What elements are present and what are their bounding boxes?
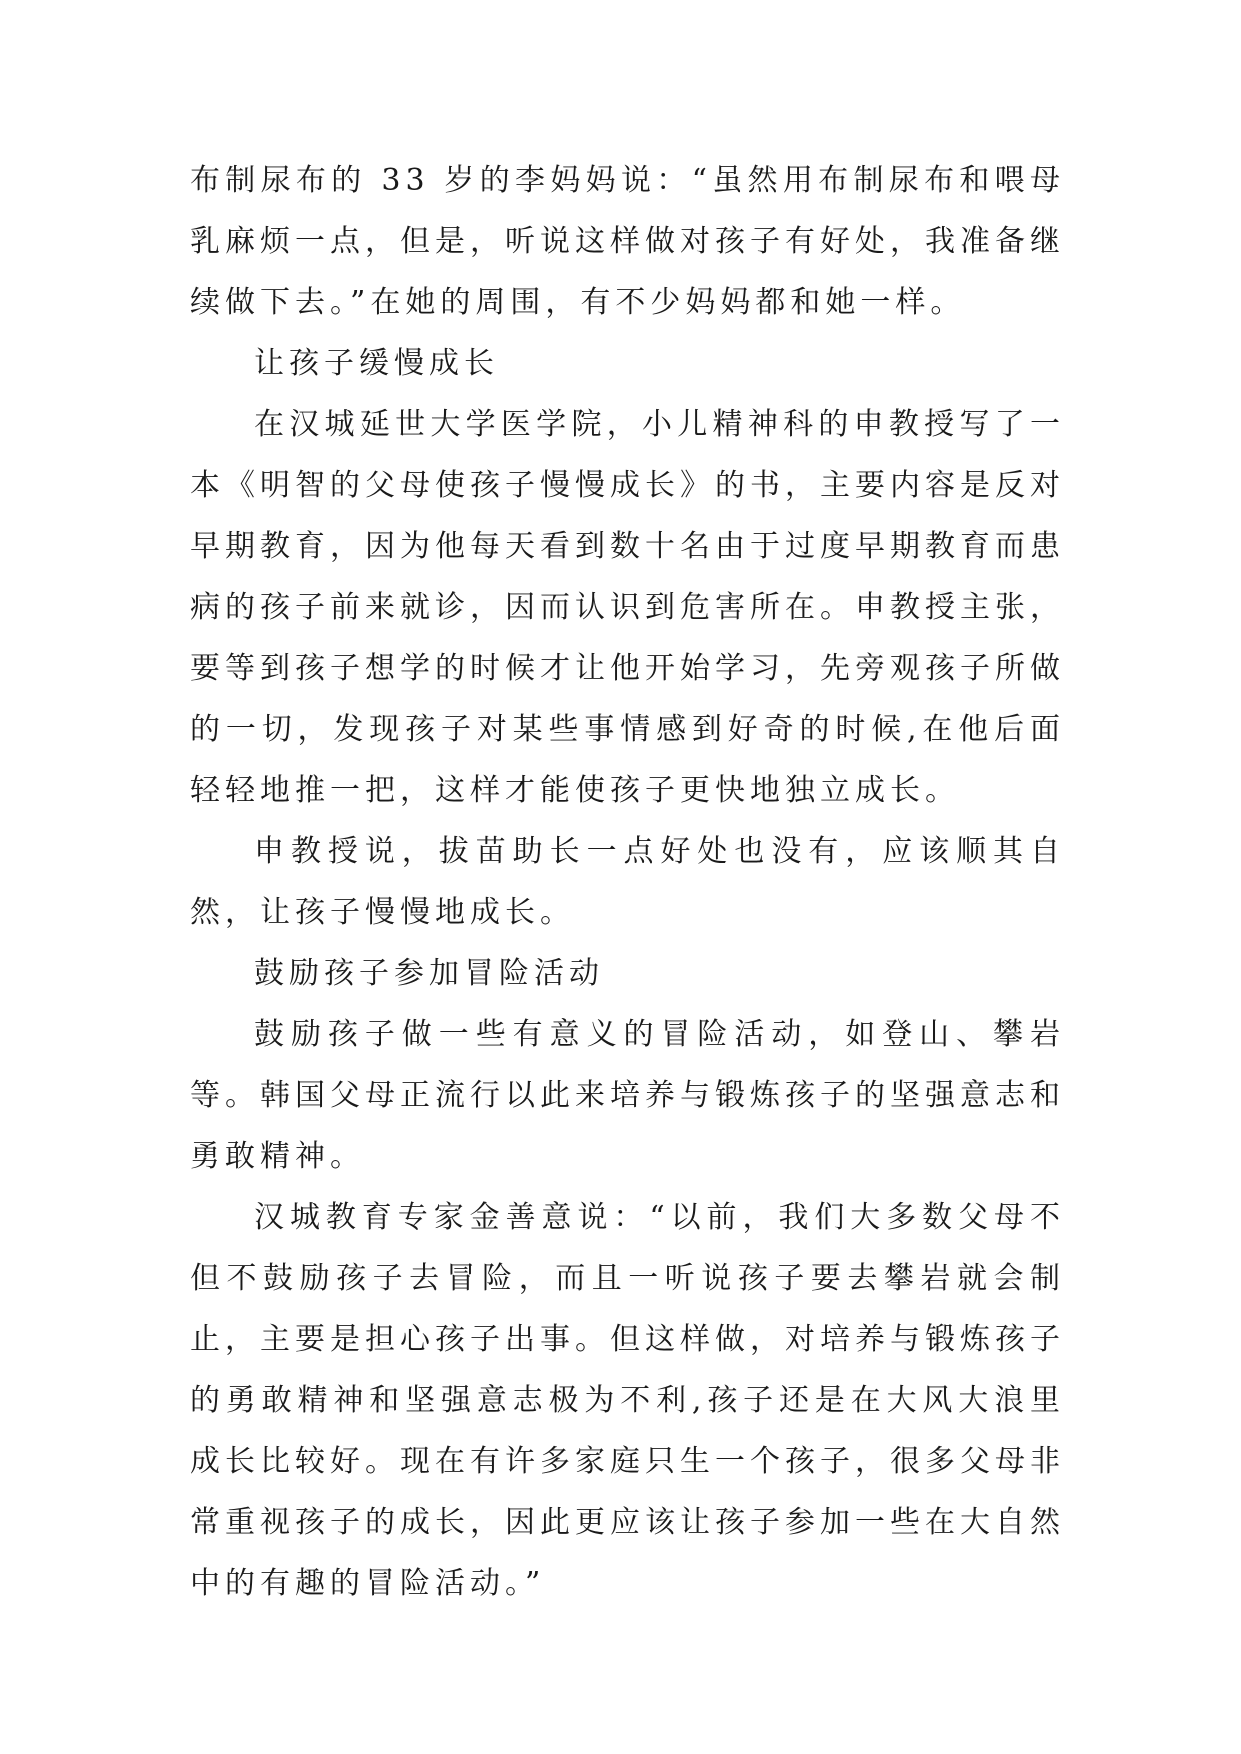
paragraph-expert-quote: 汉城教育专家金善意说：“以前，我们大多数父母不但不鼓励孩子去冒险，而且一听说孩子要去攀岩就会制止，主要是担心孩子出事。但这样做，对培养与锻炼孩子的勇敢精神和坚强意志极为不利,孩子还是在大风大浪里成长比较好。现在有许多家庭只生一个孩子，很多父母非常重视孩子的成长，因此更应该让孩子参加一些在大自然中的有趣的冒险活动。”	[190, 1200, 1065, 1601]
paragraph-professor-shen-book: 在汉城延世大学医学院，小儿精神科的申教授写了一本《明智的父母使孩子慢慢成长》的书，主要内容是反对早期教育，因为他每天看到数十名由于过度早期教育而患病的孩子前来就诊，因而认识到危害所在。申教授主张，要等到孩子想学的时候才让他开始学习，先旁观孩子所做的一切，发现孩子对某些事情感到好奇的时候,在他后面轻轻地推一把，这样才能使孩子更快地独立成长。	[190, 407, 1065, 808]
document-body	[190, 150, 1065, 1614]
paragraph-li-mama-quote: 布制尿布的 33 岁的李妈妈说：“虽然用布制尿布和喂母乳麻烦一点，但是，听说这样做对孩子有好处，我准备继续做下去。”在她的周围，有不少妈妈都和她一样。	[190, 163, 1065, 320]
section-heading-adventure: 鼓励孩子参加冒险活动	[254, 956, 604, 991]
paragraph-encourage-adventure: 鼓励孩子做一些有意义的冒险活动，如登山、攀岩等。韩国父母正流行以此来培养与锻炼孩子的坚强意志和勇敢精神。	[190, 1017, 1065, 1174]
paragraph-professor-shen-says: 申教授说，拔苗助长一点好处也没有，应该顺其自然，让孩子慢慢地成长。	[190, 834, 1065, 930]
section-heading-slow-growth: 让孩子缓慢成长	[254, 346, 499, 381]
